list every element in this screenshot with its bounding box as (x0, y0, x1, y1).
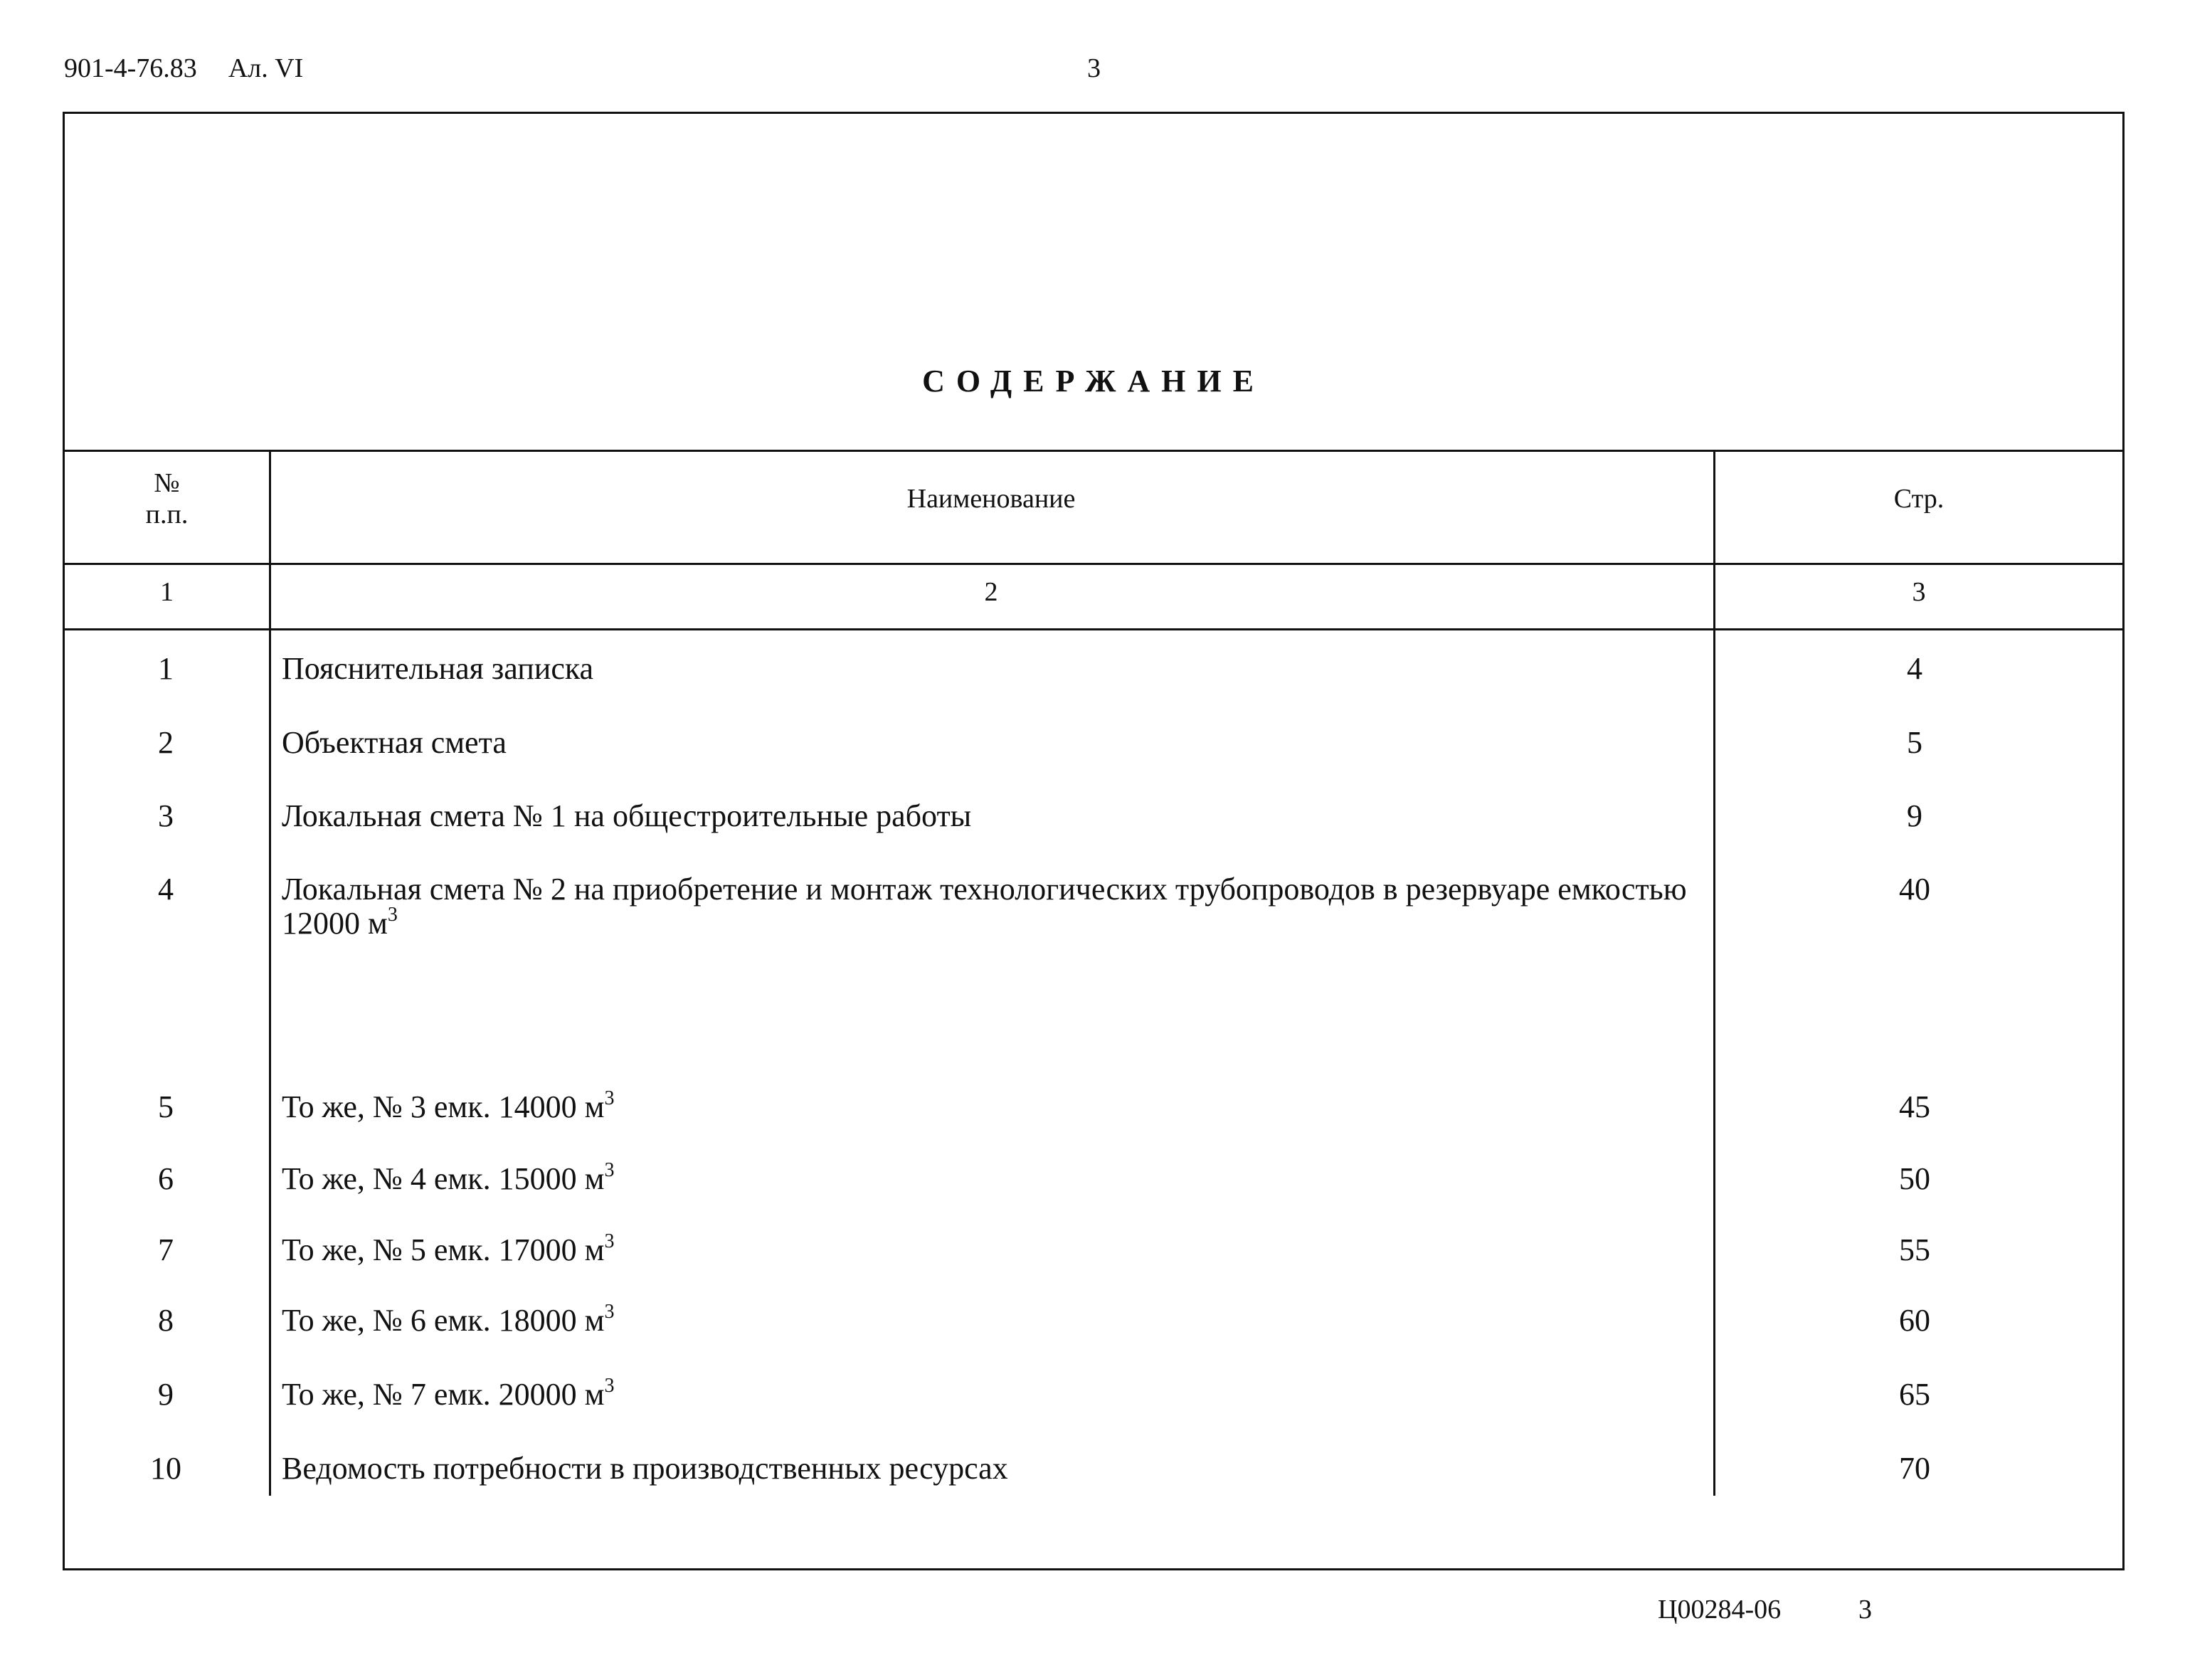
header-num: № п.п. (145, 468, 189, 529)
unit-superscript: 3 (604, 1159, 615, 1181)
row-name (282, 1301, 1691, 1338)
footer-code: Ц00284-06 (1658, 1595, 1782, 1624)
row-number: 4 (158, 872, 174, 907)
row-name (282, 1452, 1691, 1486)
row-page: 65 (1899, 1377, 1930, 1412)
unit-superscript: 3 (604, 1230, 615, 1252)
row-page: 50 (1899, 1161, 1930, 1196)
row-number: 10 (150, 1451, 181, 1486)
page-title: СОДЕРЖАНИЕ (922, 364, 1265, 398)
row-page: 9 (1907, 798, 1922, 833)
row-page: 4 (1907, 651, 1922, 686)
table-top-border (65, 450, 2122, 452)
row-name (282, 726, 1691, 760)
contents-frame (63, 112, 2125, 1570)
row-number: 5 (158, 1089, 174, 1124)
row-name-text: Ведомость потребности в производственных ресурсах (282, 1451, 1008, 1486)
album-number: Ал. VI (228, 53, 304, 83)
footer-page-number: 3 (1858, 1595, 1872, 1624)
row-number: 2 (158, 725, 174, 760)
document-code-header (64, 53, 303, 84)
col-number-3: 3 (1912, 577, 1926, 607)
row-page: 70 (1899, 1451, 1930, 1486)
col-number-1: 1 (160, 577, 174, 607)
row-number: 3 (158, 798, 174, 833)
row-name-text: Пояснительная записка (282, 651, 594, 686)
unit-superscript: 3 (604, 1301, 615, 1323)
row-name-text: То же, № 5 емк. 17000 м (282, 1232, 605, 1267)
row-name-text: Локальная смета № 2 на приобретение и монтаж технологических трубопроводов в резервуаре емкостью 12000 м (282, 872, 1687, 941)
row-page: 55 (1899, 1232, 1930, 1267)
row-name (282, 1087, 1691, 1124)
row-number: 8 (158, 1303, 174, 1338)
row-number: 1 (158, 651, 174, 686)
row-number: 9 (158, 1377, 174, 1412)
row-name-text: То же, № 4 емк. 15000 м (282, 1161, 605, 1196)
row-name (282, 1159, 1691, 1196)
row-name-text: Локальная смета № 1 на общестроительные работы (282, 798, 972, 833)
header-page: Стр. (1893, 484, 1945, 514)
row-page: 40 (1899, 872, 1930, 907)
row-number: 6 (158, 1161, 174, 1196)
header-divider (65, 563, 2122, 565)
row-page: 5 (1907, 725, 1922, 760)
unit-superscript: 3 (387, 904, 398, 926)
page-number-header: 3 (1087, 53, 1101, 83)
row-name (282, 799, 1691, 833)
row-name (282, 872, 1691, 941)
document-code: 901-4-76.83 (64, 53, 197, 83)
unit-superscript: 3 (604, 1087, 615, 1109)
row-name-text: То же, № 3 емк. 14000 м (282, 1089, 605, 1124)
row-name-text: Объектная смета (282, 725, 507, 760)
row-page: 60 (1899, 1303, 1930, 1338)
row-name (282, 652, 1691, 686)
col-number-2: 2 (984, 577, 998, 607)
row-name (282, 1230, 1691, 1267)
column-number-divider (65, 628, 2122, 630)
row-number: 7 (158, 1232, 174, 1267)
row-name-text: То же, № 6 емк. 18000 м (282, 1303, 605, 1338)
header-name: Наименование (906, 484, 1076, 514)
row-name (282, 1375, 1691, 1412)
row-page: 45 (1899, 1089, 1930, 1124)
unit-superscript: 3 (604, 1375, 615, 1397)
row-name-text: То же, № 7 емк. 20000 м (282, 1377, 605, 1412)
